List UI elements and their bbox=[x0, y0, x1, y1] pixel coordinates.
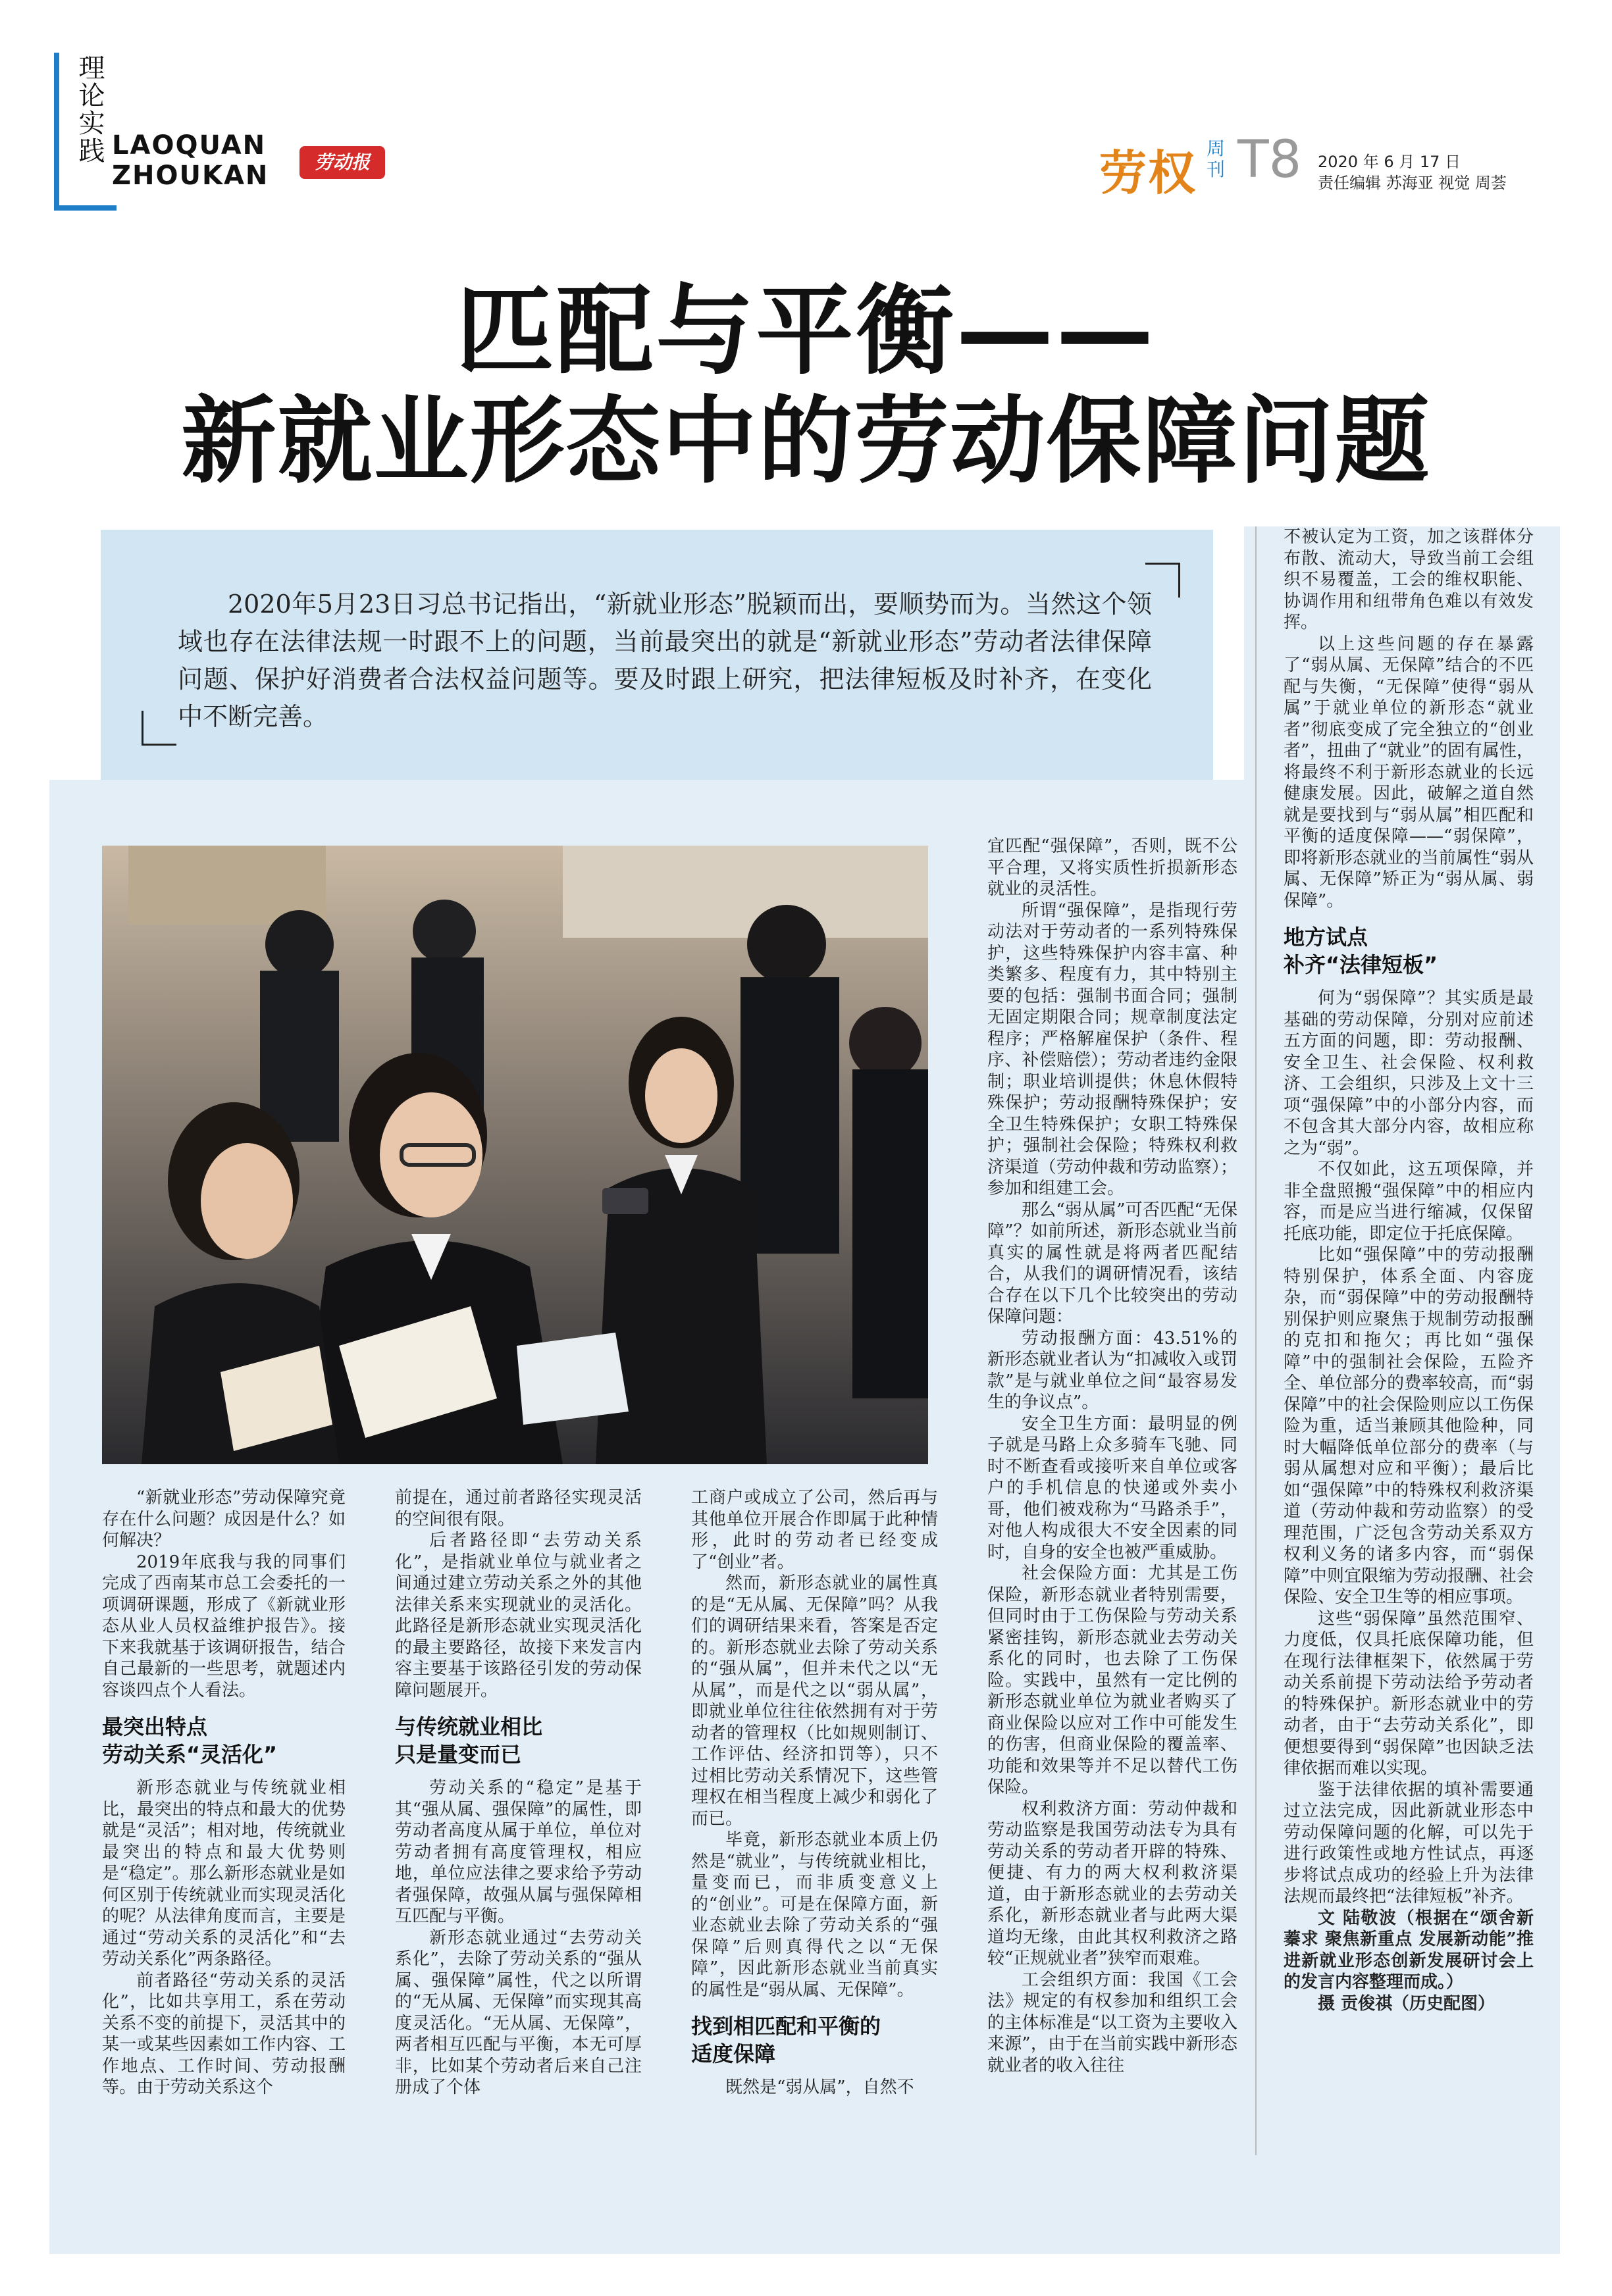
paragraph: 鉴于法律依据的填补需要通过立法完成，因此新就业形态中劳动保障问题的化解，可以先于进行政策性或地方性试点，再逐步将试点成功的经验上升为法律法规而最终把“法律短板”补齐。 bbox=[1284, 1779, 1534, 1906]
headline-line-1: 匹配与平衡—— bbox=[455, 274, 1157, 388]
article-column-2 bbox=[395, 1487, 642, 2099]
paragraph: 然而，新形态就业的属性真的是“无从属、无保障”吗？从我们的调研结果来看，答案是否定的。新形态就业去除了劳动关系的“强从属”，但并未代之以“无从属”，而是代之以“弱从属”，即就业单位往往依然拥有对于劳动者的管理权（比如规则制订、工作评估、经济扣罚等），只不过相比劳动关系情况下，这些管理权在相当程度上减少和弱化了而已。 bbox=[691, 1573, 938, 1829]
page-number: T8 bbox=[1237, 130, 1302, 190]
paragraph: 新形态就业通过“去劳动关系化”，去除了劳动关系的“强从属、强保障”属性，代之以所谓的“无从属、无保障”而实现其高度灵活化。“无从属、无保障”，两者相互匹配与平衡，本无可厚非，比如某个劳动者后来自己注册成了个体 bbox=[395, 1927, 642, 2097]
paragraph: 这些“弱保障”虽然范围窄、力度低，仅具托底保障功能，但在现行法律框架下，依然属于劳动关系前提下劳动法给予劳动者的特殊保护。新形态就业中的劳动者，由于“去劳动关系化”，即便想要得到“弱保障”也因缺乏法律依据而难以实现。 bbox=[1284, 1608, 1534, 1778]
article-column-5 bbox=[1284, 526, 1534, 2014]
subheading: 最突出特点 劳动关系“灵活化” bbox=[102, 1714, 278, 1767]
column-name: 劳权 bbox=[1099, 145, 1197, 201]
byline: 摄 贡俊祺（历史配图） bbox=[1318, 1993, 1495, 2014]
weekly-label: 周刊 bbox=[1207, 138, 1226, 180]
issue-date: 2020 年 6 月 17 日 bbox=[1318, 153, 1461, 171]
paragraph: 劳动报酬方面：43.51%的新形态就业者认为“扣减收入或罚款”是与就业单位之间“最容易发生的争议点”。 bbox=[987, 1328, 1237, 1412]
paragraph: 不仅如此，这五项保障，并非全盘照搬“强保障”中的相应内容，而是应当进行缩减，仅保留托底功能，即定位于托底保障。 bbox=[1284, 1160, 1534, 1244]
subheading: 地方试点 补齐“法律短板” bbox=[1284, 925, 1438, 977]
brand-line-2: ZHOUKAN bbox=[112, 161, 269, 191]
paragraph: 何为“弱保障”？其实质是最基础的劳动保障，分别对应前述五方面的问题，即：劳动报酬、安全卫生、社会保险、权利救济、工会组织，只涉及上文十三项“强保障”中的小部分内容，而不包含其大部分内容，故相应称之为“弱”。 bbox=[1284, 988, 1534, 1158]
news-photo bbox=[102, 846, 928, 1464]
paragraph: 前提在，通过前者路径实现灵活的空间很有限。 bbox=[395, 1488, 642, 1529]
brand-line-1: LAOQUAN bbox=[112, 130, 267, 161]
paragraph: 不被认定为工资，加之该群体分布散、流动大，导致当前工会组织不易覆盖，工会的维权职能、协调作用和纽带角色难以有效发挥。 bbox=[1284, 527, 1534, 632]
paragraph: 工商户或成立了公司，然后再与其他单位开展合作即属于此种情形，此时的劳动者已经变成了“创业”者。 bbox=[691, 1488, 938, 1572]
paragraph: 新形态就业与传统就业相比，最突出的特点和最大的优势就是“灵活”；相对地，传统就业最突出的特点和最大优势则是“稳定”。那么新形态就业是如何区别于传统就业而实现灵活化的呢？从法律角度而言，主要是通过“劳动关系的灵活化”和“去劳动关系化”两条路径。 bbox=[102, 1778, 346, 1969]
article-column-4 bbox=[987, 836, 1237, 2076]
paragraph: 后者路径即“去劳动关系化”，是指就业单位与就业者之间通过建立劳动关系之外的其他法律关系来实现就业的灵活化。此路径是新形态就业实现灵活化的最主要路径，故接下来发言内容主要基于该路径引发的劳动保障问题展开。 bbox=[395, 1531, 642, 1700]
article-column-3 bbox=[691, 1487, 938, 2099]
paragraph: 既然是“弱从属”，自然不 bbox=[725, 2078, 914, 2097]
column-separator bbox=[1255, 526, 1257, 2155]
headline-line-2: 新就业形态中的劳动保障问题 bbox=[181, 386, 1431, 496]
paragraph: 所谓“强保障”，是指现行劳动法对于劳动者的一系列特殊保护，这些特殊保护内容丰富、种类繁多、程度有力，其中特别主要的包括：强制书面合同；强制无固定期限合同；规章制度法定程序；严格解雇保护（条件、程序、补偿赔偿）；劳动者违约金限制；职业培训提供；休息休假特殊保护；劳动报酬特殊保护；安全卫生特殊保护；女职工特殊保护；强制社会保险；特殊权利救济渠道（劳动仲裁和劳动监察）；参加和组建工会。 bbox=[987, 900, 1237, 1198]
paragraph: 毕竟，新形态就业本质上仍然是“就业”，与传统就业相比，量变而已，而非质变意义上的“创业”。可是在保障方面，新业态就业去除了劳动关系的“强保障”后则真得代之以“无保障”，因此新形态就业当前真实的属性是“弱从属、无保障”。 bbox=[691, 1830, 938, 2000]
byline: 文 陆敬波（根据在“颂舍新蓁求 聚焦新重点 发展新动能”推进新就业形态创新发展研讨会上的发言内容整理而成。） bbox=[1284, 1908, 1534, 1992]
article-column-1 bbox=[102, 1487, 346, 2099]
subheading: 找到相匹配和平衡的 适度保障 bbox=[691, 2014, 881, 2066]
editor-credits: 责任编辑 苏海亚 视觉 周荟 bbox=[1318, 174, 1507, 192]
paragraph: 安全卫生方面：最明显的例子就是马路上众多骑车飞驰、同时不断查看或接听来自单位或客户的手机信息的快递或外卖小哥，他们被戏称为“马路杀手”，对他人构成很大不安全因素的同时，自身的安全也被严重威胁。 bbox=[987, 1414, 1237, 1562]
section-label: 理论实践 bbox=[74, 54, 105, 165]
paragraph: 2019年底我与我的同事们完成了西南某市总工会委托的一项调研课题，形成了《新就业形态从业人员权益维护报告》。接下来我就基于该调研报告，结合自己最新的一些思考，就题述内容谈四点个人看法。 bbox=[102, 1552, 346, 1700]
paragraph: 比如“强保障”中的劳动报酬特别保护，体系全面、内容庞杂，而“弱保障”中的劳动报酬特别保护则应聚焦于规制劳动报酬的克扣和拖欠；再比如“强保障”中的强制社会保险，五险齐全、单位部分的费率较高，而“弱保障”中的社会保险则应以工伤保险为重，适当兼顾其他险种，同时大幅降低单位部分的费率（与弱从属想对应和平衡）；最后比如“强保障”中的特殊权利救济渠道（劳动仲裁和劳动监察）的受理范围，广泛包含劳动关系双方权利义务的诸多内容，而“弱保障”中则宜限缩为劳动报酬、社会保险、安全卫生等的相应事项。 bbox=[1284, 1245, 1534, 1607]
header-accent-corner bbox=[54, 205, 117, 211]
subheading: 与传统就业相比 只是量变而已 bbox=[395, 1714, 543, 1767]
paragraph: 那么“弱从属”可否匹配“无保障”？如前所述，新形态就业当前真实的属性就是将两者匹配结合，从我们的调研情况看，该结合存在以下几个比较突出的劳动保障问题： bbox=[987, 1200, 1237, 1327]
paragraph: 工会组织方面：我国《工会法》规定的有权参加和组织工会的主体标准是“以工资为主要收入来源”，由于在当前实践中新形态就业者的收入往往 bbox=[987, 1970, 1237, 2076]
newspaper-logo: 劳动报 bbox=[299, 146, 385, 179]
paragraph: 劳动关系的“稳定”是基于其“强从属、强保障”的属性，即劳动者高度从属于单位，单位对劳动者拥有高度管理权，相应地，单位应法律之要求给予劳动者强保障，故强从属与强保障相互匹配与平衡。 bbox=[395, 1778, 642, 1926]
lead-paragraph: 2020年5月23日习总书记指出，“新就业形态”脱颖而出，要顺势而为。当然这个领域也存在法律法规一时跟不上的问题，当前最突出的就是“新就业形态”劳动者法律保障问题、保护好消费者合法权益问题等。要及时跟上研究，把法律短板及时补齐，在变化中不断完善。 bbox=[178, 590, 1152, 731]
header-accent-bar bbox=[54, 53, 59, 211]
paragraph: “新就业形态”劳动保障究竟存在什么问题？成因是什么？如何解决？ bbox=[102, 1488, 346, 1550]
paragraph: 前者路径“劳动关系的灵活化”，比如共享用工，系在劳动关系不变的前提下，灵活其中的某一或某些因素如工作内容、工作地点、工作时间、劳动报酬等。由于劳动关系这个 bbox=[102, 1970, 346, 2097]
paragraph: 社会保险方面：尤其是工伤保险，新形态就业者特别需要，但同时由于工伤保险与劳动关系紧密挂钩，新形态就业去劳动关系化的同时，也去除了工伤保险。实践中，虽然有一定比例的新形态就业单位为就业者购买了商业保险以应对工作中可能发生的伤害，但商业保险的覆盖率、功能和效果等并不足以替代工伤保险。 bbox=[987, 1564, 1237, 1797]
paragraph: 以上这些问题的存在暴露了“弱从属、无保障”结合的不匹配与失衡，“无保障”使得“弱从属”于就业单位的新形态“就业者”彻底变成了完全独立的“创业者”，扭曲了“就业”的固有属性，将最终不利于新形态就业的长远健康发展。因此，破解之道自然就是要找到与“弱从属”相匹配和平衡的适度保障——“弱保障”，即将新形态就业的当前属性“弱从属、无保障”矫正为“弱从属、弱保障”。 bbox=[1284, 634, 1534, 911]
paragraph: 权利救济方面：劳动仲裁和劳动监察是我国劳动法专为具有劳动关系的劳动者开辟的特殊、便捷、有力的两大权利救济渠道，由于新形态就业的去劳动关系化，新形态就业者与此两大渠道均无缘，由此其权利救济之路较“正规就业者”狭窄而艰难。 bbox=[987, 1799, 1237, 1968]
job-fair-photo-illustration bbox=[102, 846, 928, 1464]
brand-name bbox=[112, 130, 269, 191]
quote-bracket-bottom-left bbox=[142, 711, 176, 746]
paragraph: 宜匹配“强保障”，否则，既不公平合理，又将实质性折损新形态就业的灵活性。 bbox=[987, 836, 1237, 899]
